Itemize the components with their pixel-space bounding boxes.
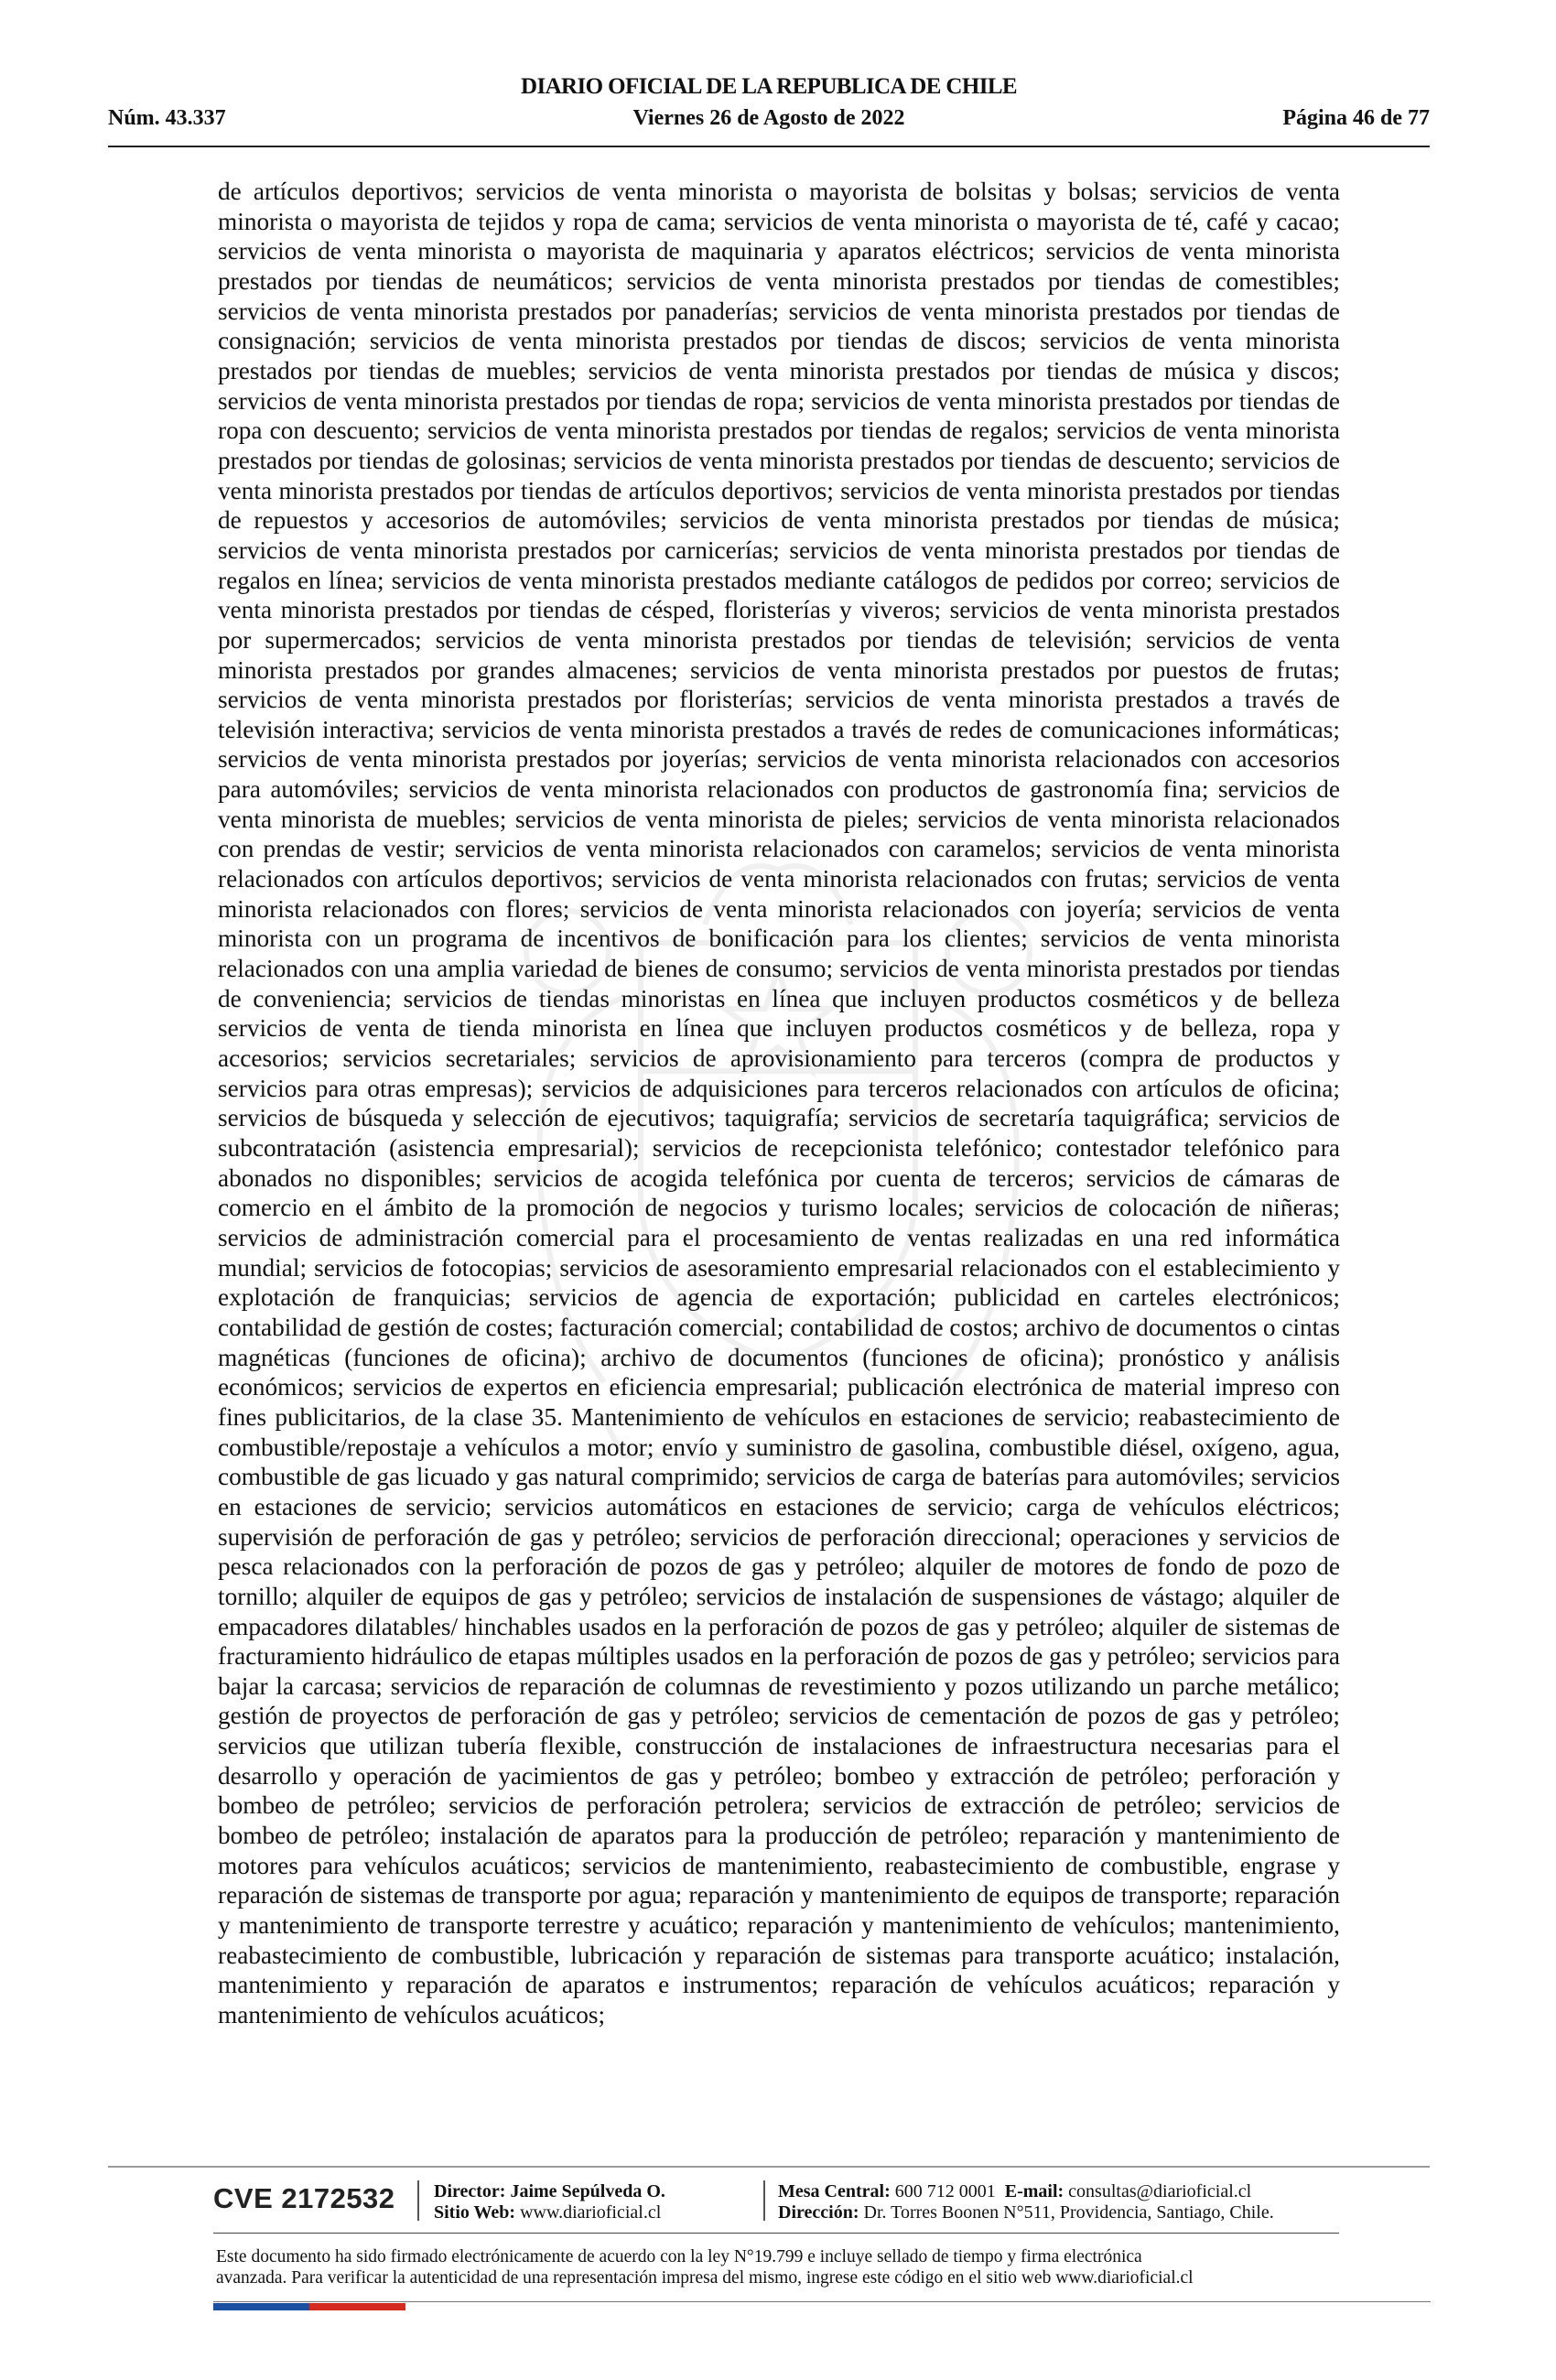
footer-separator <box>417 2180 419 2221</box>
footer-divider-middle <box>213 2233 1339 2234</box>
website-link[interactable]: www.diarioficial.cl <box>520 2202 662 2223</box>
cve-code: CVE 2172532 <box>213 2182 395 2214</box>
legal-notice-line: Este documento ha sido firmado electrónicamente de acuerdo con la ley N°19.799 e incluye sellado de tiempo y firma electrónica <box>216 2247 1142 2266</box>
email-label: E-mail: <box>1004 2181 1064 2202</box>
director-name: Jaime Sepúlveda O. <box>510 2181 665 2202</box>
footer-contact-block <box>778 2181 1274 2223</box>
page-header <box>108 73 1430 145</box>
body-paragraph: de artículos deportivos; servicios de venta minorista o mayorista de bolsitas y bolsas; servicios de venta minorista o mayorista de tejidos y ropa de cama; servicios de venta minorista o mayorista de té, café y cacao; servicios de venta minorista o mayorista de maquinaria y aparatos eléctricos; servicios de venta minorista prestados por tiendas de neumáticos; servicios de venta minorista prestados por tiendas de comestibles; servicios de venta minorista prestados por panaderías; servicios de venta minorista prestados por tiendas de consignación; servicios de venta minorista prestados por tiendas de discos; servicios de venta minorista prestados por tiendas de muebles; servicios de venta minorista prestados por tiendas de música y discos; servicios de venta minorista prestados por tiendas de ropa; servicios de venta minorista prestados por tiendas de ropa con descuento; servicios de venta minorista prestados por tiendas de regalos; servicios de venta minorista prestados por tiendas de golosinas; servicios de venta minorista prestados por tiendas de descuento; servicios de venta minorista prestados por tiendas de artículos deportivos; servicios de venta minorista prestados por tiendas de repuestos y accesorios de automóviles; servicios de venta minorista prestados por tiendas de música; servicios de venta minorista prestados por carnicerías; servicios de venta minorista prestados por tiendas de regalos en línea; servicios de venta minorista prestados mediante catálogos de pedidos por correo; servicios de venta minorista prestados por tiendas de césped, floristerías y viveros; servicios de venta minorista prestados por supermercados; servicios de venta minorista prestados por tiendas de televisión; servicios de venta minorista prestados por grandes almacenes; servicios de venta minorista prestados por puestos de frutas; servicios de venta minorista prestados por floristerías; servicios de venta minorista prestados a través de televisión interactiva; servicios de venta minorista prestados a través de redes de comunicaciones informáticas; servicios de venta minorista prestados por joyerías; servicios de venta minorista relacionados con accesorios para automóviles; servicios de venta minorista relacionados con productos de gastronomía fina; servicios de venta minorista de muebles; servicios de venta minorista de pieles; servicios de venta minorista relacionados con prendas de vestir; servicios de venta minorista relacionados con caramelos; servicios de venta minorista relacionados con artículos deportivos; servicios de venta minorista relacionados con frutas; servicios de venta minorista relacionados con flores; servicios de venta minorista relacionados con joyería; servicios de venta minorista con un programa de incentivos de bonificación para los clientes; servicios de venta minorista relacionados con una amplia variedad de bienes de consumo; servicios de venta minorista prestados por tiendas de conveniencia; servicios de tiendas minoristas en línea que incluyen productos cosméticos y de belleza servicios de venta de tienda minorista en línea que incluyen productos cosméticos y de belleza, ropa y accesorios; servicios secretariales; servicios de aprovisionamiento para terceros (compra de productos y servicios para otras empresas); servicios de adquisiciones para terceros relacionados con artículos de oficina; servicios de búsqueda y selección de ejecutivos; taquigrafía; servicios de secretaría taquigráfica; servicios de subcontratación (asistencia empresarial); servicios de recepcionista telefónico; contestador telefónico para abonados no disponibles; servicios de acogida telefónica por cuenta de terceros; servicios de cámaras de comercio en el ámbito de la promoción de negocios y turismo locales; servicios de colocación de niñeras; servicios de administración comercial para el procesamiento de ventas realizadas en una red informática mundial; servicios de fotocopias; servicios de asesoramiento empresarial relacionados con el establecimiento y explotación de franquicias; servicios de agencia de exportación; publicidad en carteles electrónicos; contabilidad de gestión de costes; facturación comercial; contabilidad de costos; archivo de documentos o cintas magnéticas (funciones de oficina); archivo de documentos (funciones de oficina); pronóstico y análisis económicos; servicios de expertos en eficiencia empresarial; publicación electrónica de material impreso con fines publicitarios, de la clase 35. Mantenimiento de vehículos en estaciones de servicio; reabastecimiento de combustible/repostaje a vehículos a motor; envío y suministro de gasolina, combustible diésel, oxígeno, agua, combustible de gas licuado y gas natural comprimido; servicios de carga de baterías para automóviles; servicios en estaciones de servicio; servicios automáticos en estaciones de servicio; carga de vehículos eléctricos; supervisión de perforación de gas y petróleo; servicios de perforación direccional; operaciones y servicios de pesca relacionados con la perforación de pozos de gas y petróleo; alquiler de motores de fondo de pozo de tornillo; alquiler de equipos de gas y petróleo; servicios de instalación de suspensiones de vástago; alquiler de empacadores dilatables/ hinchables usados en la perforación de pozos de gas y petróleo; alquiler de sistemas de fracturamiento hidráulico de etapas múltiples usados en la perforación de pozos de gas y petróleo; servicios para bajar la carcasa; servicios de reparación de columnas de revestimiento y pozos utilizando un parche metálico; gestión de proyectos de perforación de gas y petróleo; servicios de cementación de pozos de gas y petróleo; servicios que utilizan tubería flexible, construcción de instalaciones de infraestructura necesarias para el desarrollo y operación de yacimientos de gas y petróleo; bombeo y extracción de petróleo; perforación y bombeo de petróleo; servicios de perforación petrolera; servicios de extracción de petróleo; servicios de bombeo de petróleo; instalación de aparatos para la producción de petróleo; reparación y mantenimiento de motores para vehículos acuáticos; servicios de mantenimiento, reabastecimiento de combustible, engrase y reparación de sistemas de transporte por agua; reparación y mantenimiento de equipos de transporte; reparación y mantenimiento de transporte terrestre y acuático; reparación y mantenimiento de vehículos; mantenimiento, reabastecimiento de combustible, lubricación y reparación de sistemas para transporte acuático; instalación, mantenimiento y reparación de aparatos e instrumentos; reparación de vehículos acuáticos; reparación y mantenimiento de vehículos acuáticos; <box>218 178 1340 2029</box>
footer-divider-bottom <box>213 2301 1431 2302</box>
legal-notice <box>216 2246 1351 2288</box>
phone-label: Mesa Central: <box>778 2181 891 2202</box>
publication-title: DIARIO OFICIAL DE LA REPUBLICA DE CHILE <box>521 74 1017 99</box>
issue-number: Núm. 43.337 <box>108 106 226 130</box>
page-number: Página 46 de 77 <box>1282 106 1430 130</box>
flag-blue-segment <box>213 2303 309 2310</box>
website-line <box>434 2202 665 2223</box>
flag-red-segment <box>309 2303 405 2310</box>
website-label: Sitio Web: <box>434 2202 516 2223</box>
footer-divider-top <box>108 2166 1430 2168</box>
footer-director-block <box>434 2181 665 2223</box>
issue-date: Viernes 26 de Agosto de 2022 <box>632 106 905 130</box>
address-line <box>778 2202 1274 2223</box>
address-text: Dr. Torres Boonen N°511, Providencia, Santiago, Chile. <box>863 2202 1274 2223</box>
email-link[interactable]: consultas@diarioficial.cl <box>1068 2181 1252 2202</box>
footer-separator <box>763 2180 765 2221</box>
header-divider <box>108 146 1430 147</box>
phone-email-line <box>778 2181 1274 2202</box>
flag-color-bar <box>213 2303 405 2310</box>
legal-notice-line: avanzada. Para verificar la autenticidad de una representación impresa del mismo, ingrese este código en el sitio web www.diarioficial.cl <box>216 2268 1194 2288</box>
address-label: Dirección: <box>778 2202 859 2223</box>
director-label: Director: <box>434 2181 506 2202</box>
director-line <box>434 2181 665 2202</box>
phone-number: 600 712 0001 <box>894 2181 996 2202</box>
